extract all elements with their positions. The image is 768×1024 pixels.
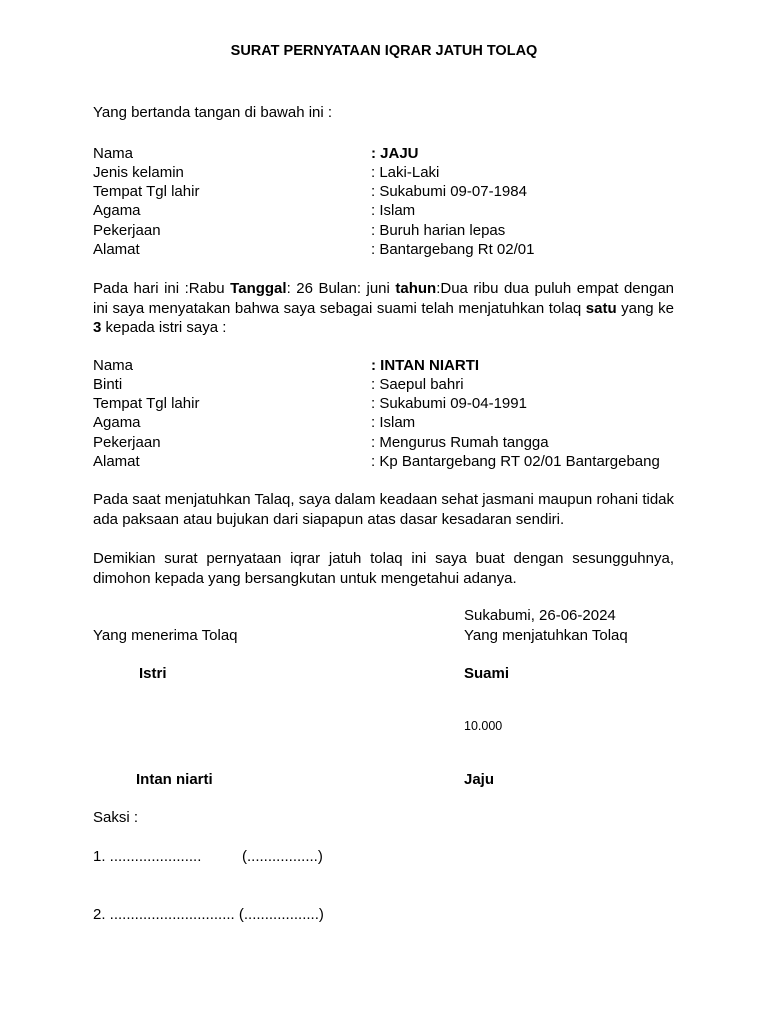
statement-tanggal-label: Tanggal <box>230 280 287 297</box>
field-value: : JAJU <box>371 145 419 162</box>
field-value: : Sukabumi 09-07-1984 <box>371 183 527 200</box>
condition-paragraph: Pada saat menjatuhkan Talaq, saya dalam keadaan sehat jasmani maupun rohani tidak ada paksaan atau bujukan dari siapapun atas dasar kesadaran sendiri. <box>93 491 674 528</box>
statement-text: : 26 Bulan: juni <box>286 280 396 297</box>
field-label: Agama <box>93 202 141 219</box>
field-value: : INTAN NIARTI <box>371 357 480 374</box>
field-value: : Saepul bahri <box>371 376 464 393</box>
field-label: Alamat <box>93 241 140 258</box>
field-label: Binti <box>93 376 123 393</box>
wife-binti-row <box>93 375 693 394</box>
intro-text: Yang bertanda tangan di bawah ini : <box>93 104 333 121</box>
field-value: : Sukabumi 09-04-1991 <box>371 395 527 412</box>
husband-name-row <box>93 144 693 163</box>
witness-1-sign-line: (.................) <box>242 848 323 865</box>
witness-2-line: 2. .............................. (..................) <box>93 906 324 923</box>
place-date: Sukabumi, 26-06-2024 <box>464 607 616 624</box>
stamp-value: 10.000 <box>464 719 503 733</box>
field-value: : Islam <box>371 414 416 431</box>
witness-1-name-line: 1. ...................... <box>93 848 202 865</box>
field-label: Alamat <box>93 453 140 470</box>
husband-job-row <box>93 221 693 240</box>
statement-satu: satu <box>585 299 617 317</box>
giver-label: Yang menjatuhkan Tolaq <box>464 627 628 644</box>
field-value: : Kp Bantargebang RT 02/01 Bantargebang <box>371 453 660 470</box>
field-label: Nama <box>93 145 134 162</box>
wife-address-row <box>93 452 693 471</box>
wife-name-row <box>93 356 693 375</box>
giver-role: Suami <box>464 665 510 682</box>
field-label: Tempat Tgl lahir <box>93 183 200 200</box>
wife-job-row <box>93 433 693 452</box>
field-label: Pekerjaan <box>93 434 161 451</box>
receiver-label: Yang menerima Tolaq <box>93 627 238 644</box>
field-label: Agama <box>93 414 141 431</box>
statement-ke: 3 <box>93 319 102 336</box>
husband-religion-row <box>93 201 693 220</box>
field-value: : Islam <box>371 202 416 219</box>
field-value: : Bantargebang Rt 02/01 <box>371 241 535 258</box>
receiver-name: Intan niarti <box>136 771 213 788</box>
field-label: Tempat Tgl lahir <box>93 395 200 412</box>
field-label: Jenis kelamin <box>93 164 184 181</box>
field-label: Pekerjaan <box>93 222 161 239</box>
giver-name: Jaju <box>464 771 495 788</box>
statement-tahun-label: tahun <box>395 280 437 297</box>
statement-text: yang ke <box>616 299 674 317</box>
field-label: Nama <box>93 357 134 374</box>
statement-text: kepada istri saya : <box>101 319 227 336</box>
statement-text: :Dua ribu dua puluh empat dengan ini saya menyatakan bahwa saya sebagai suami telah menjatuhkan tolaq <box>93 280 674 317</box>
wife-religion-row <box>93 413 693 432</box>
husband-address-row <box>93 240 693 259</box>
receiver-role: Istri <box>139 665 167 682</box>
witness-label: Saksi : <box>93 809 139 826</box>
letter-title: SURAT PERNYATAAN IQRAR JATUH TOLAQ <box>230 43 538 59</box>
field-value: : Buruh harian lepas <box>371 222 506 239</box>
field-value: : Laki-Laki <box>371 164 440 181</box>
closing-paragraph: Demikian surat pernyataan iqrar jatuh tolaq ini saya buat dengan sesungguhnya, dimohon kepada yang bersangkutan untuk mengetahui adanya. <box>93 550 674 587</box>
wife-birth-row <box>93 394 693 413</box>
husband-birth-row <box>93 182 693 201</box>
statement-paragraph <box>93 279 674 338</box>
field-value: : Mengurus Rumah tangga <box>371 434 549 451</box>
husband-gender-row <box>93 163 693 182</box>
statement-text: Pada hari ini :Rabu <box>93 280 231 297</box>
